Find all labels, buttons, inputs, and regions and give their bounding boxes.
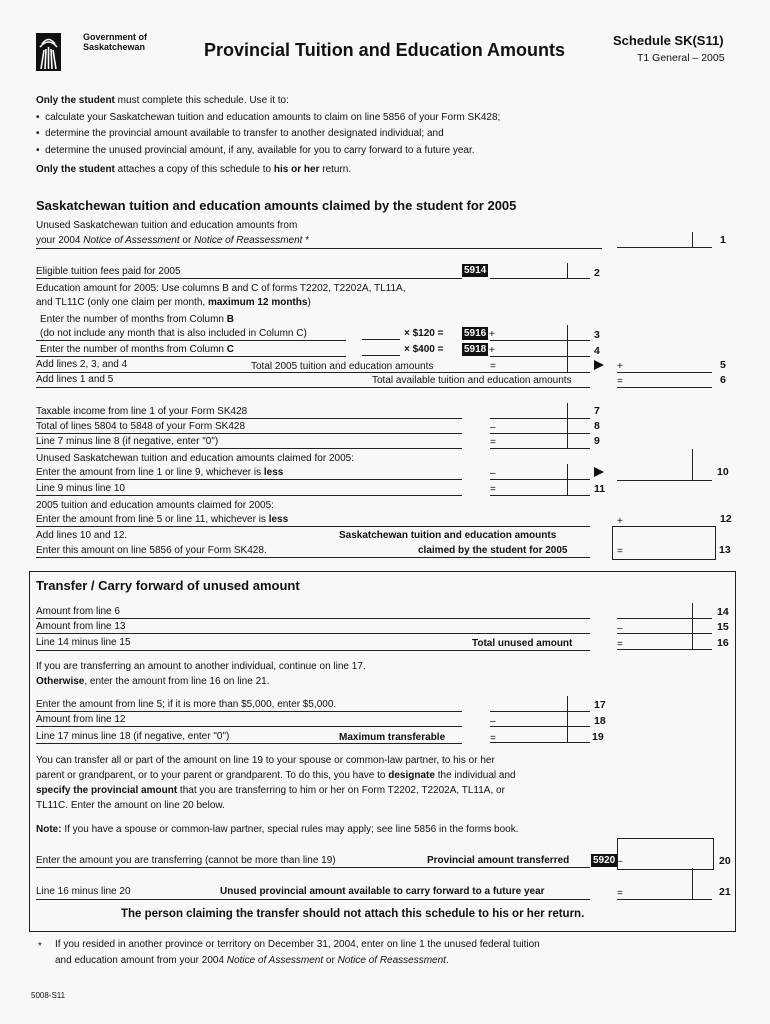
section1-heading: Saskatchewan tuition and education amounts claimed by the student for 2005 — [36, 198, 517, 213]
line13-label2: claimed by the student for 2005 — [418, 545, 568, 556]
line-number-15: 15 — [717, 621, 729, 633]
line4-text: Enter the number of months from Column C — [40, 344, 234, 355]
line10-text1: Unused Saskatchewan tuition and education amounts claimed for 2005: — [36, 453, 354, 464]
form-code: 5008-S11 — [31, 991, 66, 1000]
line3-field[interactable] — [490, 325, 590, 341]
line15-text: Amount from line 13 — [36, 621, 126, 632]
line11-text: Line 9 minus line 10 — [36, 483, 125, 494]
section2-heading: Transfer / Carry forward of unused amount — [36, 578, 300, 593]
line6-text: Add lines 1 and 5 — [36, 374, 114, 385]
line3-plus: + — [489, 329, 495, 340]
org-name-line2: Saskatchewan — [83, 42, 146, 52]
line-number-17: 17 — [594, 699, 606, 711]
line3-months-field[interactable] — [362, 325, 400, 340]
code-5920: 5920 — [593, 855, 616, 866]
line-number-12: 12 — [720, 513, 732, 525]
line21-field[interactable] — [617, 868, 712, 900]
attach-instruction: Only the student attaches a copy of this schedule to his or her return. — [36, 164, 352, 175]
line13-text2: Enter this amount on line 5856 of your Form SK428. — [36, 545, 267, 556]
line4-rate: × $400 = — [404, 344, 444, 355]
line19-field[interactable] — [490, 727, 590, 743]
line10-field[interactable] — [617, 449, 712, 481]
line-number-7: 7 — [594, 405, 600, 417]
line9-equals: = — [490, 437, 496, 448]
line5-plus: + — [617, 361, 623, 372]
transfer-note2: Otherwise, enter the amount from line 16 on line 21. — [36, 676, 270, 687]
line1-text2: your 2004 Notice of Assessment or Notice of Reassessment * — [36, 235, 310, 246]
line17-text: Enter the amount from line 5; if it is more than $5,000, enter $5,000. — [36, 699, 337, 710]
schedule-id: Schedule SK(S11) — [613, 33, 724, 48]
line10-arrow-icon — [594, 467, 604, 477]
line-number-18: 18 — [594, 715, 606, 727]
line5-equals: = — [490, 361, 496, 372]
line16-label: Total unused amount — [472, 638, 573, 649]
line-number-21: 21 — [719, 886, 731, 898]
transfer-note1: If you are transferring an amount to another individual, continue on line 17. — [36, 661, 366, 672]
line9-text: Line 7 minus line 8 (if negative, enter "0") — [36, 436, 219, 447]
line2-text: Eligible tuition fees paid for 2005 — [36, 266, 181, 277]
line5-label: Total 2005 tuition and education amounts — [251, 361, 434, 372]
line15-field[interactable] — [617, 618, 712, 634]
line-number-10: 10 — [717, 466, 729, 478]
line16-field[interactable] — [617, 634, 712, 650]
line4-field[interactable] — [490, 341, 590, 357]
line9-field[interactable] — [490, 433, 590, 449]
line18-field[interactable] — [490, 711, 590, 727]
line5-field[interactable] — [617, 357, 712, 373]
line-number-9: 9 — [594, 435, 600, 447]
spouse-note: Note: If you have a spouse or common-law partner, special rules may apply; see line 5856 in the forms book. — [36, 824, 519, 835]
line8-text: Total of lines 5804 to 5848 of your Form SK428 — [36, 421, 246, 432]
wheat-sheaf-icon — [36, 33, 61, 71]
line21-text: Line 16 minus line 20 — [36, 886, 131, 897]
form-title: Provincial Tuition and Education Amounts — [204, 40, 566, 60]
line17-field[interactable] — [490, 696, 590, 712]
org-name-line1: Government of — [83, 32, 148, 42]
line6-label: Total available tuition and education amounts — [372, 375, 572, 386]
line-number-11: 11 — [594, 483, 606, 495]
transfer-paragraph-line4: TL11C. Enter the amount on line 20 below. — [36, 800, 225, 811]
line8-minus: – — [490, 422, 496, 433]
closing-statement: The person claiming the transfer should not attach this schedule to his or her return. — [121, 908, 585, 920]
line-number-1: 1 — [720, 234, 726, 246]
line13-text1: Add lines 10 and 12. — [36, 530, 128, 541]
line19-equals: = — [490, 733, 496, 744]
line12-field[interactable] — [617, 511, 712, 527]
footnote-line2: and education amount from your 2004 Notice of Assessment or Notice of Reassessment. — [55, 955, 449, 966]
line6-field[interactable] — [617, 372, 712, 388]
code-5916: 5916 — [464, 328, 487, 339]
transfer-paragraph-line2: parent or grandparent, or to your parent or grandparent. To do this, you have to designate the individual and — [36, 770, 516, 781]
education-text2: and TL11C (only one claim per month, maximum 12 months) — [36, 297, 311, 308]
line21-label: Unused provincial amount available to carry forward to a future year — [220, 886, 545, 897]
bullet-item: • determine the unused provincial amount, if any, available for you to carry forward to a future year. — [36, 145, 475, 156]
line20-minus: – — [617, 856, 623, 867]
line5-arrow-icon — [594, 360, 604, 370]
line18-minus: – — [490, 716, 496, 727]
line11-field[interactable] — [490, 480, 590, 496]
line-number-4: 4 — [594, 345, 600, 357]
bullet-item: • determine the provincial amount available to transfer to another designated individual; and — [36, 128, 444, 139]
line6-equals: = — [617, 376, 623, 387]
line18-text: Amount from line 12 — [36, 714, 126, 725]
line12-text2: Enter the amount from line 5 or line 11, whichever is less — [36, 514, 289, 525]
line20-field[interactable] — [617, 838, 714, 870]
line-number-13: 13 — [719, 544, 731, 556]
bullet-item: • calculate your Saskatchewan tuition and education amounts to claim on line 5856 of your Form SK428; — [36, 112, 501, 123]
line10-text2: Enter the amount from line 1 or line 9, whichever is less — [36, 467, 284, 478]
line3-rate: × $120 = — [404, 328, 444, 339]
code-5914: 5914 — [464, 265, 487, 276]
line20-text: Enter the amount you are transferring (cannot be more than line 19) — [36, 855, 336, 866]
line3-text2: (do not include any month that is also included in Column C) — [40, 328, 307, 339]
line19-label: Maximum transferable — [339, 732, 446, 743]
footnote-star: * — [38, 941, 42, 952]
line-number-5: 5 — [720, 359, 726, 371]
code-5918: 5918 — [464, 344, 487, 355]
line10-field-left[interactable] — [490, 464, 590, 480]
line-number-8: 8 — [594, 420, 600, 432]
line-number-2: 2 — [594, 267, 600, 279]
line-number-19: 19 — [592, 731, 604, 743]
line5-text: Add lines 2, 3, and 4 — [36, 359, 128, 370]
line7-text: Taxable income from line 1 of your Form SK428 — [36, 406, 248, 417]
sask-logo — [36, 33, 61, 71]
transfer-paragraph-line1: You can transfer all or part of the amount on line 19 to your spouse or common-law partner, to his or her — [36, 755, 495, 766]
transfer-paragraph-line3: specify the provincial amount that you are transferring to him or her on Form T2202, T2202A, TL11A, or — [36, 785, 505, 796]
form-subtitle: T1 General – 2005 — [637, 52, 725, 64]
intro-line: Only the student must complete this schedule. Use it to: — [36, 95, 289, 106]
line13-field[interactable] — [612, 526, 716, 560]
line13-label1: Saskatchewan tuition and education amounts — [339, 530, 557, 541]
line4-plus: + — [489, 345, 495, 356]
education-text1: Education amount for 2005: Use columns B and C of forms T2202, T2202A, TL11A, — [36, 283, 406, 294]
line2-field[interactable] — [490, 263, 590, 279]
line14-text: Amount from line 6 — [36, 606, 120, 617]
line14-field[interactable] — [617, 603, 712, 619]
line1-field[interactable] — [617, 232, 712, 248]
line12-plus: + — [617, 516, 623, 527]
line-number-20: 20 — [719, 855, 731, 867]
line10-minus: – — [490, 468, 496, 479]
line-number-16: 16 — [717, 637, 729, 649]
line20-label: Provincial amount transferred — [427, 855, 570, 866]
line21-equals: = — [617, 888, 623, 899]
footnote-line1: If you resided in another province or territory on December 31, 2004, enter on line 1 the unused federal tuition — [55, 939, 540, 950]
line12-text1: 2005 tuition and education amounts claimed for 2005: — [36, 500, 274, 511]
line3-text1: Enter the number of months from Column B — [40, 314, 234, 325]
line4-months-field[interactable] — [362, 341, 400, 356]
line-number-6: 6 — [720, 374, 726, 386]
line-number-3: 3 — [594, 329, 600, 341]
line11-equals: = — [490, 484, 496, 495]
line8-field[interactable] — [490, 418, 590, 434]
line13-equals: = — [617, 546, 623, 557]
line7-field[interactable] — [490, 403, 590, 419]
line-number-14: 14 — [717, 606, 729, 618]
line15-minus: – — [617, 623, 623, 634]
line19-text: Line 17 minus line 18 (if negative, enter "0") — [36, 731, 230, 742]
line16-text: Line 14 minus line 15 — [36, 637, 131, 648]
line16-equals: = — [617, 639, 623, 650]
line1-text1: Unused Saskatchewan tuition and education amounts from — [36, 220, 298, 231]
